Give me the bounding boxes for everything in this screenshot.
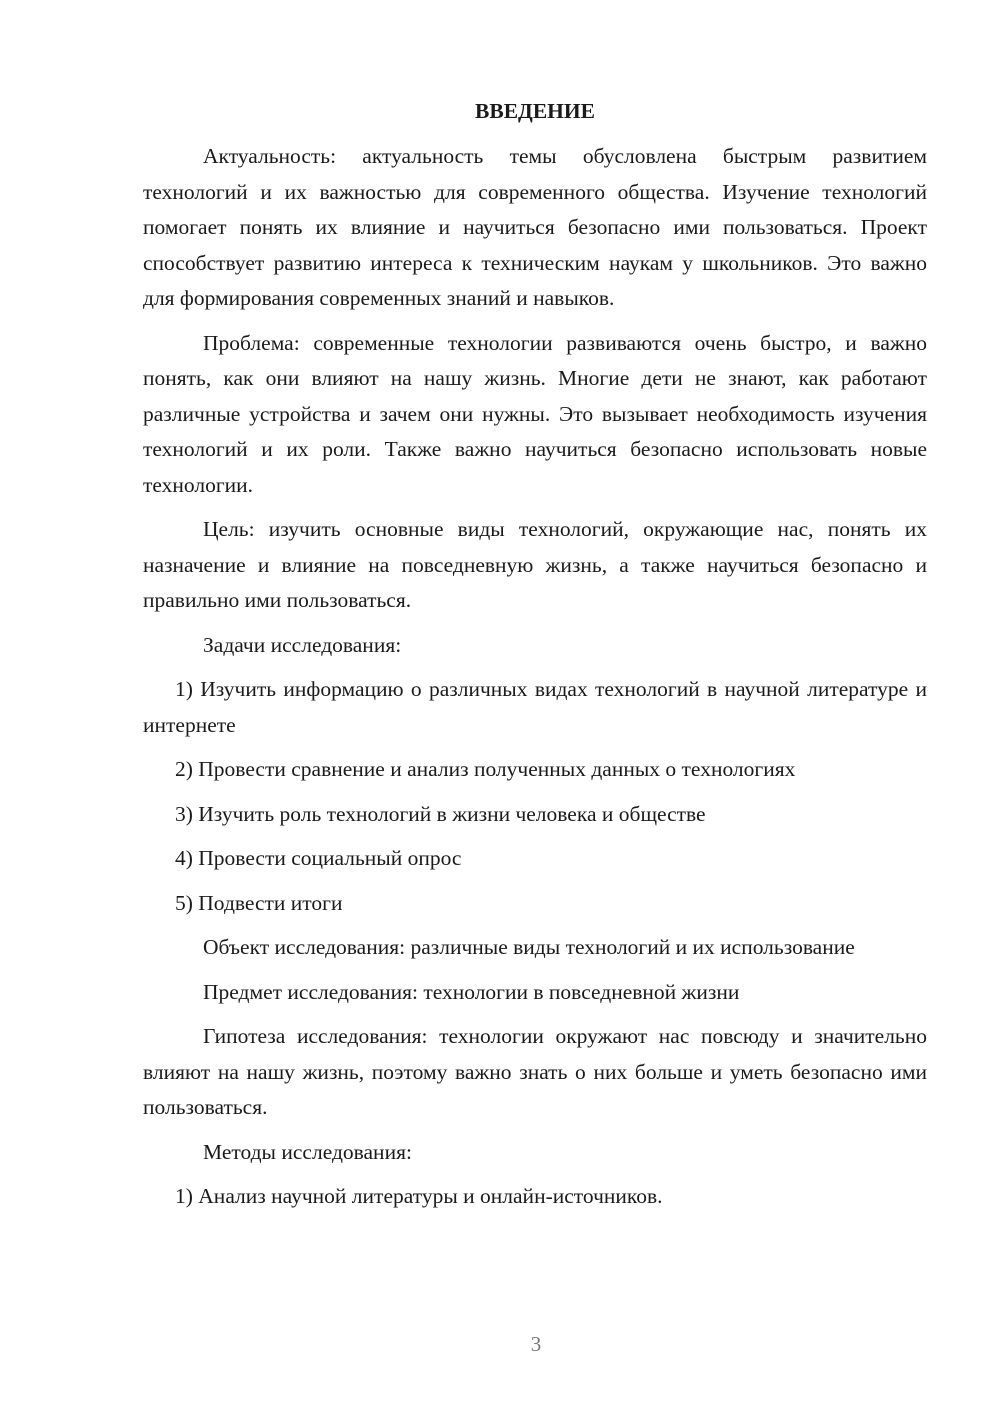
page-number: 3 (530, 1332, 542, 1356)
task-item: 3) Изучить роль технологий в жизни человека и обществе (175, 801, 706, 826)
goal-paragraph: Цель: изучить основные виды технологий, окружающие нас, понять их назначение и влияние на повседневную жизнь, а также научиться безопасно и правильно ими пользоваться. (143, 517, 927, 612)
task-item: 1) Изучить информацию о различных видах технологий в научной литературе и интернете (143, 677, 927, 737)
object-paragraph: Объект исследования: различные виды технологий и их использование (203, 935, 855, 959)
task-item: 4) Провести социальный опрос (175, 846, 462, 870)
methods-heading: Методы исследования: (203, 1139, 412, 1164)
hypothesis-paragraph: Гипотеза исследования: технологии окружают нас повсюду и значительно влияют на нашу жизнь, поэтому важно знать о них больше и уметь безопасно ими пользоваться. (143, 1024, 927, 1119)
problem-paragraph: Проблема: современные технологии развиваются очень быстро, и важно понять, как они влияют на нашу жизнь. Многие дети не знают, как работают различные устройства и зачем они нужны. Это вызывает необходимость изучения технологий и их роли. Также важно научиться безопасно использовать новые технологии. (143, 330, 927, 497)
page-content (143, 94, 927, 1224)
method-item: 1) Анализ научной литературы и онлайн-источников. (175, 1184, 663, 1208)
task-item: 2) Провести сравнение и анализ полученных данных о технологиях (175, 757, 796, 781)
tasks-heading: Задачи исследования: (203, 632, 402, 657)
relevance-paragraph: Актуальность: актуальность темы обусловлена быстрым развитием технологий и их важностью для современного общества. Изучение технологий помогает понять их влияние и научиться безопасно ими пользоваться. Проект способствует развитию интереса к техническим наукам у школьников. Это важно для формирования современных знаний и навыков. (143, 144, 927, 310)
subject-paragraph: Предмет исследования: технологии в повседневной жизни (203, 979, 740, 1004)
page-title: ВВЕДЕНИЕ (475, 99, 595, 123)
task-item: 5) Подвести итоги (175, 890, 343, 915)
